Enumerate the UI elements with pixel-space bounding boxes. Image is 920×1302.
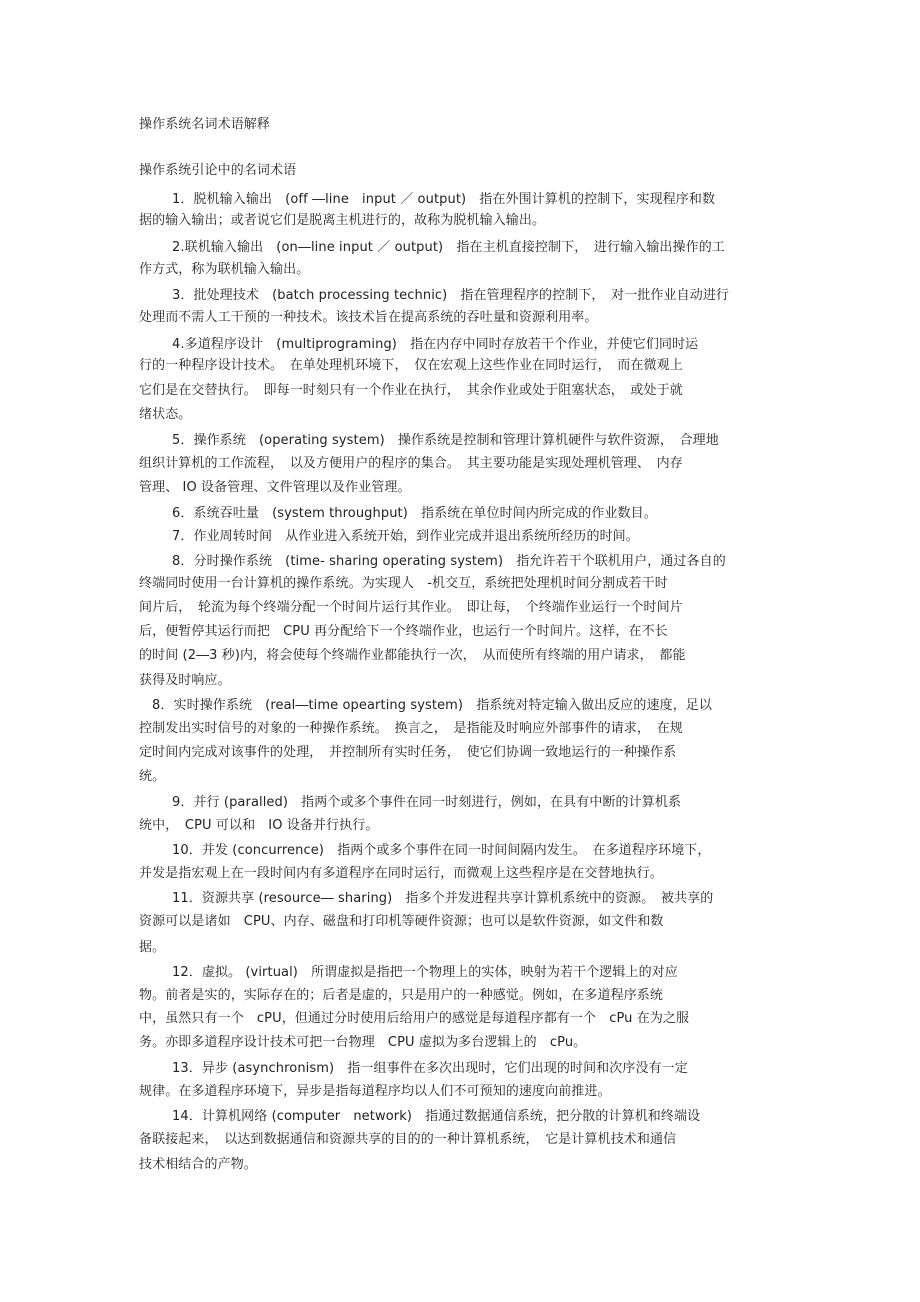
term-14-line-1: 14．计算机网络 (computer network) 指通过数据通信系统，把分散的计算机和终端设 (172, 1109, 701, 1124)
term-4-line-2: 行的一种程序设计技术。 在单处理机环境下， 仅在宏观上这些作业在同时运行， 而在微观上 (139, 358, 683, 373)
term-11-line-3: 据。 (139, 940, 166, 955)
term-14-line-3: 技术相结合的产物。 (139, 1157, 257, 1172)
term-1-line-1: 1．脱机输入输出 (off ―line input ／ output) 指在外围计算机的控制下，实现程序和数 (172, 192, 716, 207)
term-4-line-1: 4.多道程序设计 (multiprograming) 指在内存中同时存放若干个作业，并使它们同时运 (172, 337, 699, 352)
term-5-line-3: 管理、 IO 设备管理、文件管理以及作业管理。 (139, 480, 411, 495)
term-13-line-1: 13．异步 (asynchronism) 指一组事件在多次出现时，它们出现的时间和次序没有一定 (172, 1061, 688, 1076)
term-12-line-3: 中，虽然只有一个 cPU，但通过分时使用后给用户的感觉是每道程序都有一个 cPu 在为之服 (139, 1011, 690, 1026)
term-8-line-6: 获得及时响应。 (139, 673, 231, 688)
term-8b-line-1: 8．实时操作系统 (real―time opearting system) 指系统对特定输入做出反应的速度，足以 (152, 698, 712, 713)
term-8-line-1: 8．分时操作系统 (time- sharing operating system) 指允许若干个联机用户，通过各自的 (172, 554, 726, 569)
term-12-line-4: 务。亦即多道程序设计技术可把一台物理 CPU 虚拟为多台逻辑上的 cPu。 (139, 1035, 587, 1050)
term-9-line-2: 统中， CPU 可以和 IO 设备并行执行。 (139, 818, 379, 833)
term-3-line-1: 3．批处理技术 (batch processing technic) 指在管理程序的控制下， 对一批作业自动进行 (172, 288, 730, 303)
term-9-line-1: 9．并行 (paralled) 指两个或多个事件在同一时刻进行，例如，在具有中断的计算机系 (172, 795, 682, 810)
term-3-line-2: 处理而不需人工干预的一种技术。该技术旨在提高系统的吞吐量和资源利用率。 (139, 310, 598, 325)
term-1-line-2: 据的输入输出；或者说它们是脱离主机进行的，故称为脱机输入输出。 (139, 213, 546, 228)
term-10-line-1: 10．并发 (concurrence) 指两个或多个事件在同一时间间隔内发生。 在多道程序环境下， (172, 843, 711, 858)
term-7-line-1: 7．作业周转时间 从作业进入系统开始，到作业完成并退出系统所经历的时间。 (172, 529, 639, 544)
term-8b-line-3: 定时间内完成对该事件的处理， 并控制所有实时任务， 使它们协调一致地运行的一种操作系 (139, 745, 677, 760)
term-8-line-2: 终端同时使用一台计算机的操作系统。为实现人 -机交互，系统把处理机时间分割成若干时 (139, 576, 668, 591)
term-4-line-3: 它们是在交替执行。 即每一时刻只有一个作业在执行， 其余作业或处于阻塞状态， 或处于就 (139, 383, 683, 398)
term-8b-line-2: 控制发出实时信号的对象的一种操作系统。 换言之， 是指能及时响应外部事件的请求， 在规 (139, 721, 683, 736)
term-13-line-2: 规律。在多道程序环境下，异步是指每道程序均以人们不可预知的速度向前推进。 (139, 1084, 611, 1099)
term-5-line-1: 5．操作系统 (operating system) 操作系统是控制和管理计算机硬件与软件资源， 合理地 (172, 433, 719, 448)
term-8b-line-4: 统。 (139, 769, 166, 784)
term-11-line-2: 资源可以是诸如 CPU、内存、磁盘和打印机等硬件资源；也可以是软件资源，如文件和数 (139, 914, 664, 929)
term-6-line-1: 6．系统吞吐量 (system throughput) 指系统在单位时间内所完成的作业数目。 (172, 506, 657, 521)
term-11-line-1: 11．资源共享 (resource― sharing) 指多个并发进程共享计算机系统中的资源。 被共享的 (172, 891, 714, 906)
term-12-line-2: 物。前者是实的，实际存在的；后者是虚的，只是用户的一种感觉。例如，在多道程序系统 (139, 988, 664, 1003)
term-2-line-2: 作方式，称为联机输入输出。 (139, 262, 310, 277)
term-10-line-2: 并发是指宏观上在一段时间内有多道程序在同时运行，而微观上这些程序是在交替地执行。 (139, 866, 664, 881)
term-12-line-1: 12．虚拟。 (virtual) 所谓虚拟是指把一个物理上的实体，映射为若干个逻辑上的对应 (172, 965, 678, 980)
term-2-line-1: 2.联机输入输出 (on―line input ／ output) 指在主机直接控制下， 进行输入输出操作的工 (172, 240, 725, 255)
document-title: 操作系统名词术语解释 (139, 117, 271, 132)
section-heading: 操作系统引论中的名词术语 (139, 163, 297, 178)
term-8-line-3: 间片后， 轮流为每个终端分配一个时间片运行其作业。 即让每， 个终端作业运行一个时间片 (139, 600, 683, 615)
term-8-line-4: 后，便暂停其运行而把 CPU 再分配给下一个终端作业，也运行一个时间片。这样，在不长 (139, 624, 668, 639)
term-8-line-5: 的时间 (2―3 秒)内，将会使每个终端作业都能执行一次， 从而使所有终端的用户请求， 都能 (139, 648, 686, 663)
term-14-line-2: 备联接起来， 以达到数据通信和资源共享的目的的一种计算机系统， 它是计算机技术和通信 (139, 1132, 677, 1147)
term-5-line-2: 组织计算机的工作流程， 以及方便用户的程序的集合。 其主要功能是实现处理机管理、 内存 (139, 456, 683, 471)
term-4-line-4: 绪状态。 (139, 407, 192, 422)
